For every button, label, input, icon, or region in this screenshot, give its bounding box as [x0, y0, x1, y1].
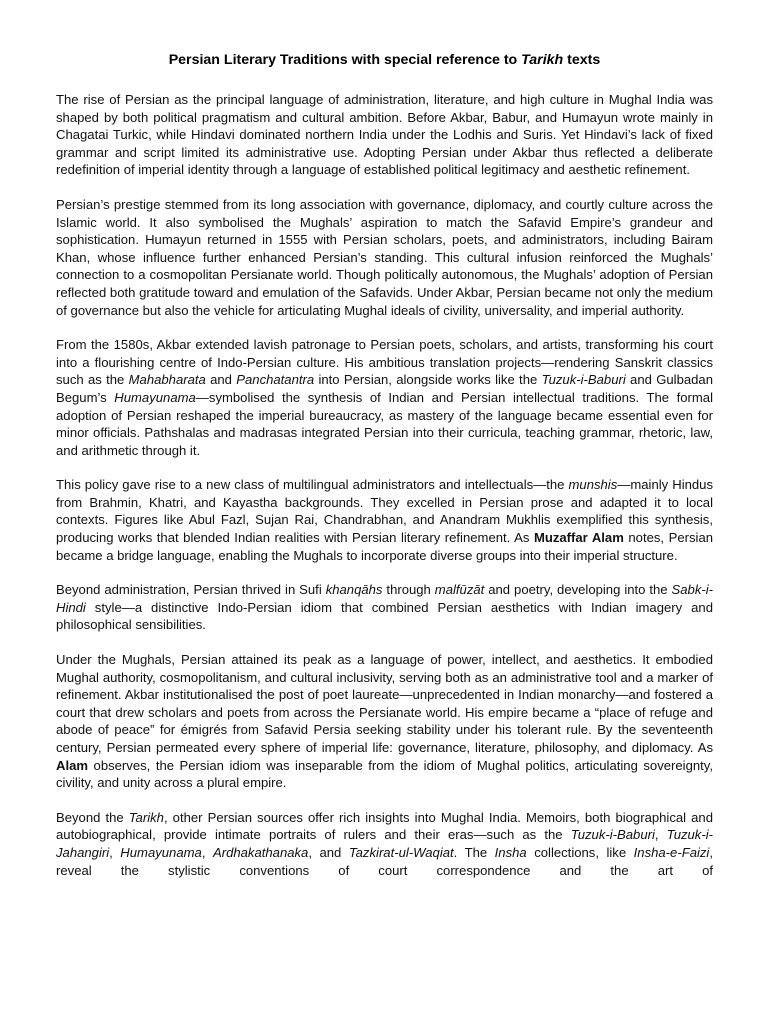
text-run: and Gulbadan Begum’s — [56, 372, 713, 405]
text-run: —symbolised the synthesis of Indian and Persian intellectual traditions. The formal adoption of Persian reshaped the imperial bureaucracy, as mastery of the language became essential even for minor officials. Pathshalas and madrasas integrated Persian into their curricula, teaching grammar, rhetoric, law, and arithmetic through it. — [56, 389, 713, 458]
italic-term: khanqāhs — [325, 582, 383, 598]
italic-term: Tuzuk-i-Baburi — [570, 827, 655, 843]
paragraph-4 — [56, 476, 713, 564]
italic-term: Insha-e-Faizi — [633, 844, 710, 860]
paragraph-6 — [56, 651, 713, 792]
italic-term: Tuzuk-i-Baburi — [541, 372, 626, 388]
title-suffix-text: texts — [563, 52, 601, 68]
italic-term: Mahabharata — [128, 372, 206, 388]
italic-term: Tarikh — [128, 809, 164, 825]
italic-term: Tuzuk-i-Jahangiri — [56, 827, 713, 860]
italic-term: Tazkirat-ul-Waqiat — [348, 844, 454, 860]
text-run: into Persian, alongside works like the — [314, 372, 542, 388]
paragraph-2 — [56, 196, 713, 319]
title-italic-text: Tarikh — [521, 52, 564, 68]
text-run: observes, the Persian idiom was inseparable from the idiom of Mughal politics, articulating sovereignty, civility, and unity across a plural empire. — [56, 757, 713, 791]
text-run: . The — [453, 844, 495, 860]
text-run: From the 1580s, Akbar extended lavish patronage to Persian poets, scholars, and artists, transforming his court into a flourishing centre of Indo-Persian culture. His ambitious translation projects—rendering Sanskrit classics such as the — [56, 337, 713, 388]
paragraph-3 — [56, 336, 713, 459]
text-run: and — [205, 372, 237, 388]
italic-term: Panchatantra — [236, 372, 315, 388]
italic-term: malfūzāt — [434, 582, 485, 598]
italic-term: Sabk-i-Hindi — [56, 582, 714, 615]
text-run: , other Persian sources offer rich insights into Mughal India. Memoirs, both biographical and autobiographical, provide intimate portraits of rulers and their eras—such as the — [56, 809, 713, 843]
italic-term: Humayunama — [114, 389, 196, 405]
text-run: Persian’s prestige stemmed from its long association with governance, diplomacy, and courtly culture across the Islamic world. It also symbolised the Mughals’ aspiration to match the Safavid Empire’s grandeur and sophistication. Humayun returned in 1555 with Persian scholars, poets, and administrators, including Bairam Khan, whose influence further enhanced Persian’s standing. This cultural infusion reinforced the Mughals’ connection to a cosmopolitan Persianate world. Though politically autonomous, the Mughals’ adoption of Persian reflected both gratitude toward and emulation of the Safavids. Under Akbar, Persian became not only the medium of governance but also the vehicle for articulating Mughal ideals of civility, universality, and imperial authority. — [56, 196, 713, 318]
italic-term: Ardhakathanaka — [212, 844, 309, 860]
paragraph-7 — [56, 809, 713, 879]
text-run: , — [654, 827, 667, 843]
document-page — [56, 50, 713, 896]
document-body — [56, 91, 713, 879]
text-run: collections, like — [526, 844, 634, 860]
text-run: , and — [308, 844, 349, 860]
text-run: Beyond the — [56, 809, 129, 825]
text-run: notes, Persian became a bridge language, enabling the Mughals to incorporate diverse groups into their imperial structure. — [56, 530, 714, 563]
text-run: Under the Mughals, Persian attained its peak as a language of power, intellect, and aesthetics. It embodied Mughal authority, cosmopolitanism, and cultural inclusivity, serving both as an administrative tool and a marker of refinement. Akbar institutionalised the post of poet laureate—unprecedented in Indian monarchy—and fostered a court that drew scholars and poets from across the Persianate world. His empire became a “place of refuge and abode of peace” for émigrés from Safavid Persia seeking stability under his tolerant rule. By the seventeenth century, Persian permeated every sphere of imperial life: governance, literature, philosophy, and diplomacy. As — [56, 652, 713, 755]
text-run: and poetry, developing into the — [484, 582, 672, 598]
italic-term: munshis — [568, 477, 618, 493]
text-run: —mainly Hindus from Brahmin, Khatri, and Kayastha backgrounds. They excelled in Persian prose and adapted it to local contexts. Figures like Abul Fazl, Sujan Rai, Chandrabhan, and Anandram Mukhlis exemplified this synthesis, producing works that blended Indian realities with Persian literary refinement. As — [56, 477, 713, 546]
text-run: Beyond administration, Persian thrived in Sufi — [56, 582, 326, 598]
text-run: , — [201, 844, 213, 860]
bold-term: Muzaffar Alam — [533, 530, 624, 546]
text-run: , — [109, 844, 121, 860]
text-run: through — [382, 582, 435, 598]
text-run: This policy gave rise to a new class of multilingual administrators and intellectuals—the — [56, 477, 569, 493]
document-title — [56, 50, 713, 70]
text-run: style—a distinctive Indo-Persian idiom that combined Persian aesthetics with Indian imagery and philosophical sensibilities. — [56, 599, 713, 633]
paragraph-5 — [56, 581, 713, 634]
italic-term: Insha — [494, 844, 527, 860]
bold-term: Alam — [56, 757, 89, 773]
text-run: The rise of Persian as the principal language of administration, literature, and high culture in Mughal India was shaped by both political pragmatism and cultural ambition. Before Akbar, Babur, and Humayun wrote mainly in Chagatai Turkic, while Hindavi dominated northern India under the Lodhis and Suris. Yet Hindavi’s lack of fixed grammar and script limited its administrative use. Adopting Persian under Akbar thus reflected a deliberate redefinition of imperial identity through a language of established political legitimacy and aesthetic refinement. — [56, 92, 713, 178]
italic-term: Humayunama — [120, 844, 202, 860]
paragraph-1 — [56, 91, 713, 179]
text-run: , reveal the stylistic conventions of court correspondence and the art of — [56, 844, 713, 878]
title-text: Persian Literary Traditions with special reference to — [168, 52, 522, 68]
